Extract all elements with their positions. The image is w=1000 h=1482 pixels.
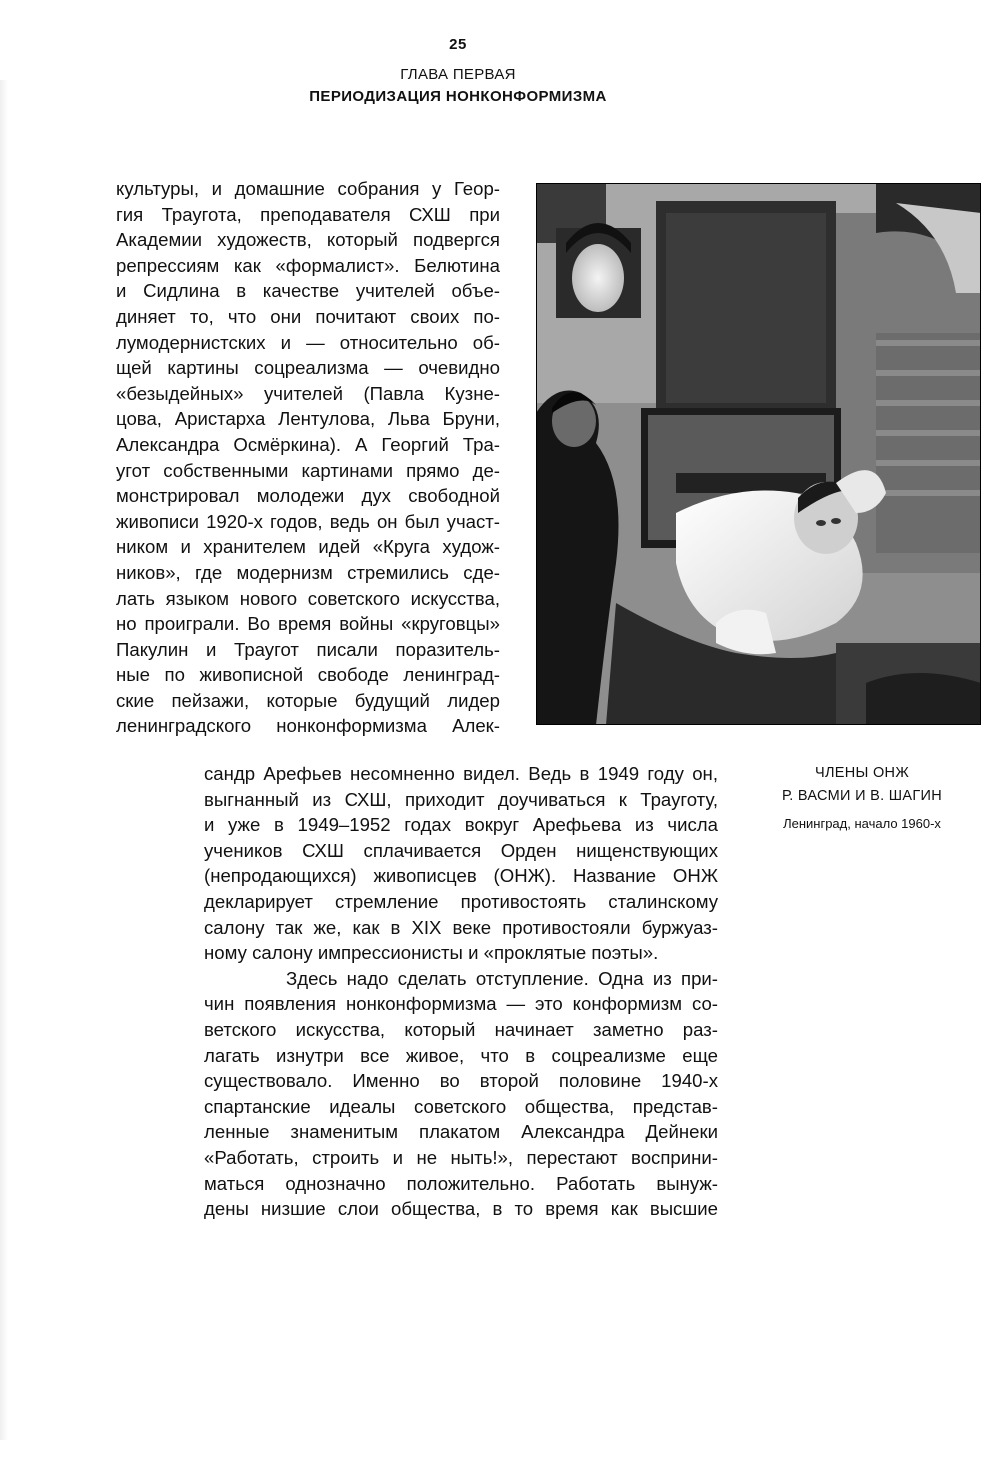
chapter-label: ГЛАВА ПЕРВАЯ — [400, 66, 516, 83]
text-line: Здесь надо сделать отступление. Одна из при- — [286, 967, 718, 989]
text-line: (непродающихся) живописцев (ОНЖ). Название ОНЖ — [204, 865, 718, 887]
text-line: репрессиям как «формалист». Белютина — [116, 254, 500, 276]
text-line: культуры, и домашние собрания у Геор- — [116, 178, 500, 199]
text-line: сандр Арефьев несомненно видел. Ведь в 1949 году он, — [204, 763, 718, 784]
text-line: маться однозначно положительно. Работать вынуж- — [204, 1172, 718, 1194]
text-line: и Сидлина в качестве учителей объе- — [116, 280, 500, 302]
text-line: салону так же, как в XIX веке противостояли буржуаз- — [204, 916, 718, 938]
text-line: цова, Аристарха Лентулова, Льва Бруни, — [116, 408, 500, 430]
caption-line-1: ЧЛЕНЫ ОНЖ — [814, 765, 910, 781]
text-line: лумодернистских и — относительно об- — [116, 331, 500, 353]
text-line: существовало. Именно во второй половине 1940-х — [204, 1070, 718, 1092]
text-line: гия Траугота, преподавателя СХШ при — [116, 203, 500, 225]
text-line: диняет то, что они почитают своих по- — [116, 305, 500, 327]
text-line: Пакулин и Траугот писали поразитель- — [116, 638, 500, 660]
photograph — [536, 183, 981, 725]
text-line: Академии художеств, который подвергся — [116, 229, 500, 251]
text-line: ному салону импрессионисты и «проклятые поэты». — [204, 942, 659, 964]
caption-line-2: Р. ВАСМИ И В. ШАГИН — [782, 788, 942, 804]
text-line: дены низшие слои общества, в то время как высшие — [204, 1198, 718, 1220]
text-line: ленные знаменитым плакатом Александра Дейнеки — [204, 1121, 718, 1143]
caption-line-3: Ленинград, начало 1960-х — [783, 816, 941, 831]
text-line: ские пейзажи, которые будущий лидер — [116, 689, 500, 711]
page-number: 25 — [449, 36, 467, 53]
text-column-main — [204, 761, 718, 1222]
text-line: но проиграли. Во время войны «круговцы» — [116, 613, 500, 635]
text-line: чин появления нонконформизма — это конформизм со- — [204, 993, 718, 1015]
page-edge-shadow — [0, 80, 8, 1440]
text-column-left — [116, 176, 500, 739]
text-line: спартанские идеалы советского общества, представ- — [204, 1095, 718, 1117]
text-line: щей картины соцреализма — очевидно — [116, 357, 500, 379]
text-line: ником и хранителем идей «Круга худож- — [116, 536, 500, 558]
text-line: «Работать, строить и не ныть!», перестают восприни- — [204, 1146, 718, 1168]
text-line: угот собственными картинами прямо де- — [116, 459, 500, 481]
text-line: ленинградского нонконформизма Алек- — [116, 715, 500, 737]
text-line: учеников СХШ сплачивается Орден нищенствующих — [204, 839, 718, 861]
text-line: лагать изнутри все живое, что в соцреализме еще — [204, 1044, 718, 1066]
text-line: выгнанный из СХШ, приходит доучиваться к Трауготу, — [204, 788, 718, 810]
text-line: «безыдейных» учителей (Павла Кузне- — [116, 382, 500, 404]
text-line: ные по живописной свободе ленинград- — [116, 664, 500, 686]
text-line: ников», где модернизм стремились сде- — [116, 561, 500, 583]
text-line: монстрировал молодежи дух свободной — [116, 485, 500, 507]
text-line: ветского искусства, который начинает заметно раз- — [204, 1018, 718, 1040]
text-line: живописи 1920-х годов, ведь он был участ- — [116, 510, 500, 532]
text-line: декларирует стремление противостоять сталинскому — [204, 890, 718, 912]
text-line: и уже в 1949–1952 годах вокруг Арефьева из числа — [204, 814, 718, 836]
text-line: лать языком нового советского искусства, — [116, 587, 500, 609]
chapter-title: ПЕРИОДИЗАЦИЯ НОНКОНФОРМИЗМА — [309, 88, 607, 105]
photograph-icon — [536, 183, 981, 725]
text-line: Александра Осмёркина). А Георгий Тра- — [116, 433, 500, 455]
